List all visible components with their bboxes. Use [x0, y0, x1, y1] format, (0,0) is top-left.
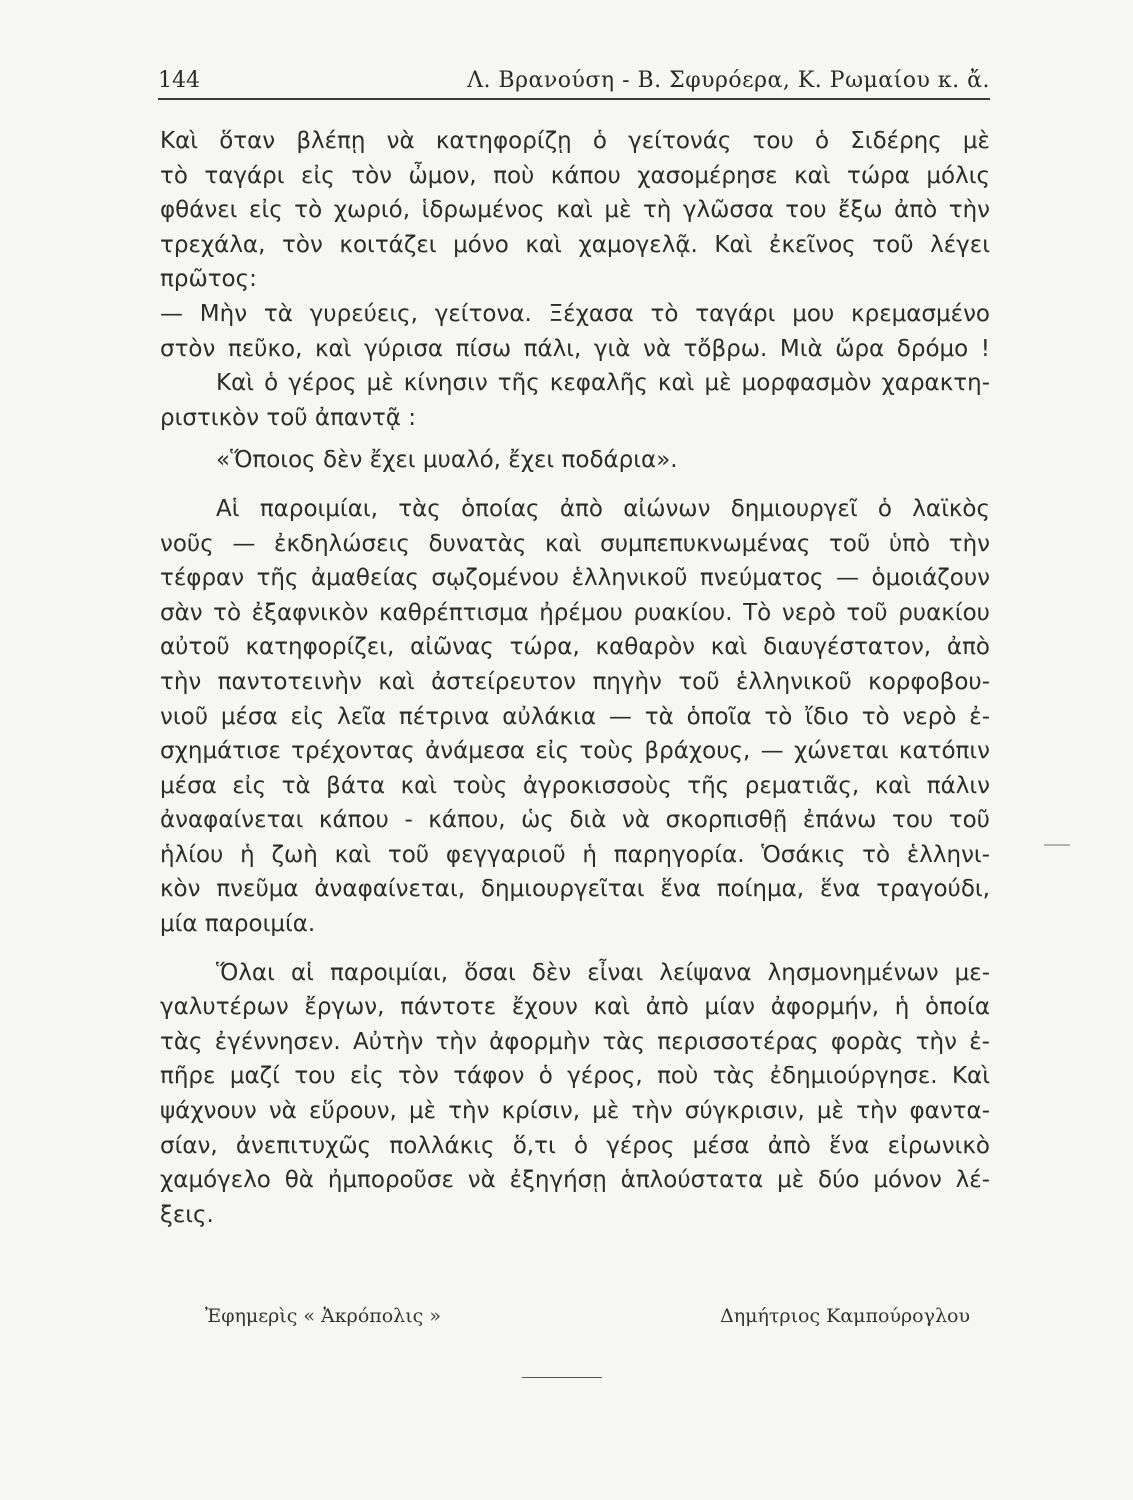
text-line: αὐτοῦ κατηφορίζει, αἰῶνας τώρα, καθαρὸν καὶ διαυγέστατον, ἀπὸ — [160, 634, 990, 661]
text-line: Καὶ ὁ γέρος μὲ κίνησιν τῆς κεφαλῆς καὶ μὲ μορφασμὸν χαρακτη- — [216, 370, 990, 397]
signature-row — [205, 1305, 970, 1335]
text-line: πῆρε μαζί του εἰς τὸν τάφον ὁ γέρος, ποὺ τὰς ἐδημιούργησε. Καὶ — [160, 1063, 990, 1090]
body-text — [160, 124, 990, 1232]
text-line: τρεχάλα, τὸν κοιτάζει μόνο καὶ χαμογελᾷ. Καὶ ἐκεῖνος τοῦ λέγει — [160, 231, 990, 258]
text-line: — Μὴν τὰ γυρεύεις, γείτονα. Ξέχασα τὸ ταγάρι μου κρεμασμένο — [160, 300, 990, 327]
text-line: μέσα εἰς τὰ βάτα καὶ τοὺς ἀγροκισσοὺς τῆς ρεματιᾶς, καὶ πάλιν — [160, 772, 990, 799]
running-head: Λ. Βρανούση - Β. Σφυρόερα, Κ. Ρωμαίου κ. ἄ. — [467, 68, 990, 93]
paragraph-4 — [160, 443, 990, 478]
text-line: ἀναφαίνεται κάπου - κάπου, ὡς διὰ νὰ σκορπισθῇ ἐπάνω του τοῦ — [160, 807, 990, 834]
text-line: Αἱ παροιμίαι, τὰς ὁποίας ἀπὸ αἰώνων δημιουργεῖ ὁ λαϊκὸς — [216, 495, 990, 522]
text-line: τὸ ταγάρι εἰς τὸν ὦμον, ποὺ κάπου χασομέρησε καὶ τώρα μόλις — [160, 162, 990, 189]
end-rule — [522, 1377, 602, 1378]
text-line: τέφραν τῆς ἀμαθείας σῳζομένου ἑλληνικοῦ πνεύματος — ὁμοιάζουν — [160, 565, 990, 592]
text-line: νιοῦ μέσα εἰς λεῖα πέτρινα αὐλάκια — τὰ ὁποῖα τὸ ἴδιο τὸ νερὸ ἐ- — [160, 703, 990, 730]
text-line: μία παροιμία. — [160, 911, 316, 938]
paragraph-3 — [160, 366, 990, 435]
author-name: Δημήτριος Καμπούρογλου — [720, 1305, 970, 1327]
text-line: ψάχνουν νὰ εὕρουν, μὲ τὴν κρίσιν, μὲ τὴν σύγκρισιν, μὲ τὴν φαντα- — [160, 1098, 990, 1125]
paragraph-5 — [160, 492, 990, 942]
text-line: σχημάτισε τρέχοντας ἀνάμεσα εἰς τοὺς βράχους, — χώνεται κατόπιν — [160, 738, 990, 765]
text-line: χαμόγελο θὰ ἠμποροῦσε νὰ ἐξηγήσῃ ἁπλούστατα μὲ δύο μόνον λέ- — [160, 1167, 990, 1194]
text-line: φθάνει εἰς τὸ χωριό, ἱδρωμένος καὶ μὲ τὴ γλῶσσα του ἔξω ἀπὸ τὴν — [160, 197, 990, 224]
text-line: σὰν τὸ ἐξαφνικὸν καθρέπτισμα ἠρέμου ρυακίου. Τὸ νερὸ τοῦ ρυακίου — [160, 599, 990, 626]
text-line: ξεις. — [160, 1201, 214, 1228]
text-line: πρῶτος: — [160, 266, 257, 293]
text-line: τὴν παντοτεινὴν καὶ ἀστείρευτον πηγὴν τοῦ ἑλληνικοῦ κορφοβου- — [160, 668, 990, 695]
paragraph-2 — [160, 297, 990, 366]
text-line: ριστικὸν τοῦ ἀπαντᾷ : — [160, 404, 416, 431]
header-rule — [158, 98, 990, 100]
text-line: Καὶ ὅταν βλέπῃ νὰ κατηφορίζῃ ὁ γείτονάς του ὁ Σιδέρης μὲ — [160, 128, 990, 154]
page-header — [158, 60, 990, 96]
text-line: νοῦς — ἐκδηλώσεις δυνατὰς καὶ συμπεπυκνωμένας τοῦ ὑπὸ τὴν — [160, 530, 990, 557]
text-line: κὸν πνεῦμα ἀναφαίνεται, δημιουργεῖται ἕνα ποίημα, ἕνα τραγούδι, — [160, 876, 990, 903]
paragraph-1 — [160, 124, 990, 297]
paragraph-6 — [160, 956, 990, 1233]
text-line: στὸν πεῦκο, καὶ γύρισα πίσω πάλι, γιὰ νὰ τὄβρω. Μιὰ ὥρα δρόμο ! — [160, 335, 990, 362]
text-line: γαλυτέρων ἔργων, πάντοτε ἔχουν καὶ ἀπὸ μίαν ἀφορμήν, ἡ ὁποία — [160, 994, 990, 1021]
page-number: 144 — [158, 68, 200, 93]
text-line: σίαν, ἀνεπιτυχῶς πολλάκις ὅ,τι ὁ γέρος μέσα ἀπὸ ἕνα εἰρωνικὸ — [160, 1132, 990, 1159]
text-line: «Ὅποιος δὲν ἔχει μυαλό, ἔχει ποδάρια». — [216, 447, 678, 474]
text-line: τὰς ἐγέννησεν. Αὐτὴν τὴν ἀφορμὴν τὰς περισσοτέρας φορὰς τὴν ἐ- — [160, 1028, 990, 1055]
newspaper-source: Ἐφημερὶς « Ἀκρόπολις » — [205, 1305, 441, 1327]
text-line: ἡλίου ἡ ζωὴ καὶ τοῦ φεγγαριοῦ ἡ παρηγορία. Ὁσάκις τὸ ἑλληνι- — [160, 841, 990, 868]
margin-mark — [1044, 844, 1070, 846]
text-line: Ὅλαι αἱ παροιμίαι, ὅσαι δὲν εἶναι λείψανα λησμονημένων με- — [216, 959, 990, 986]
